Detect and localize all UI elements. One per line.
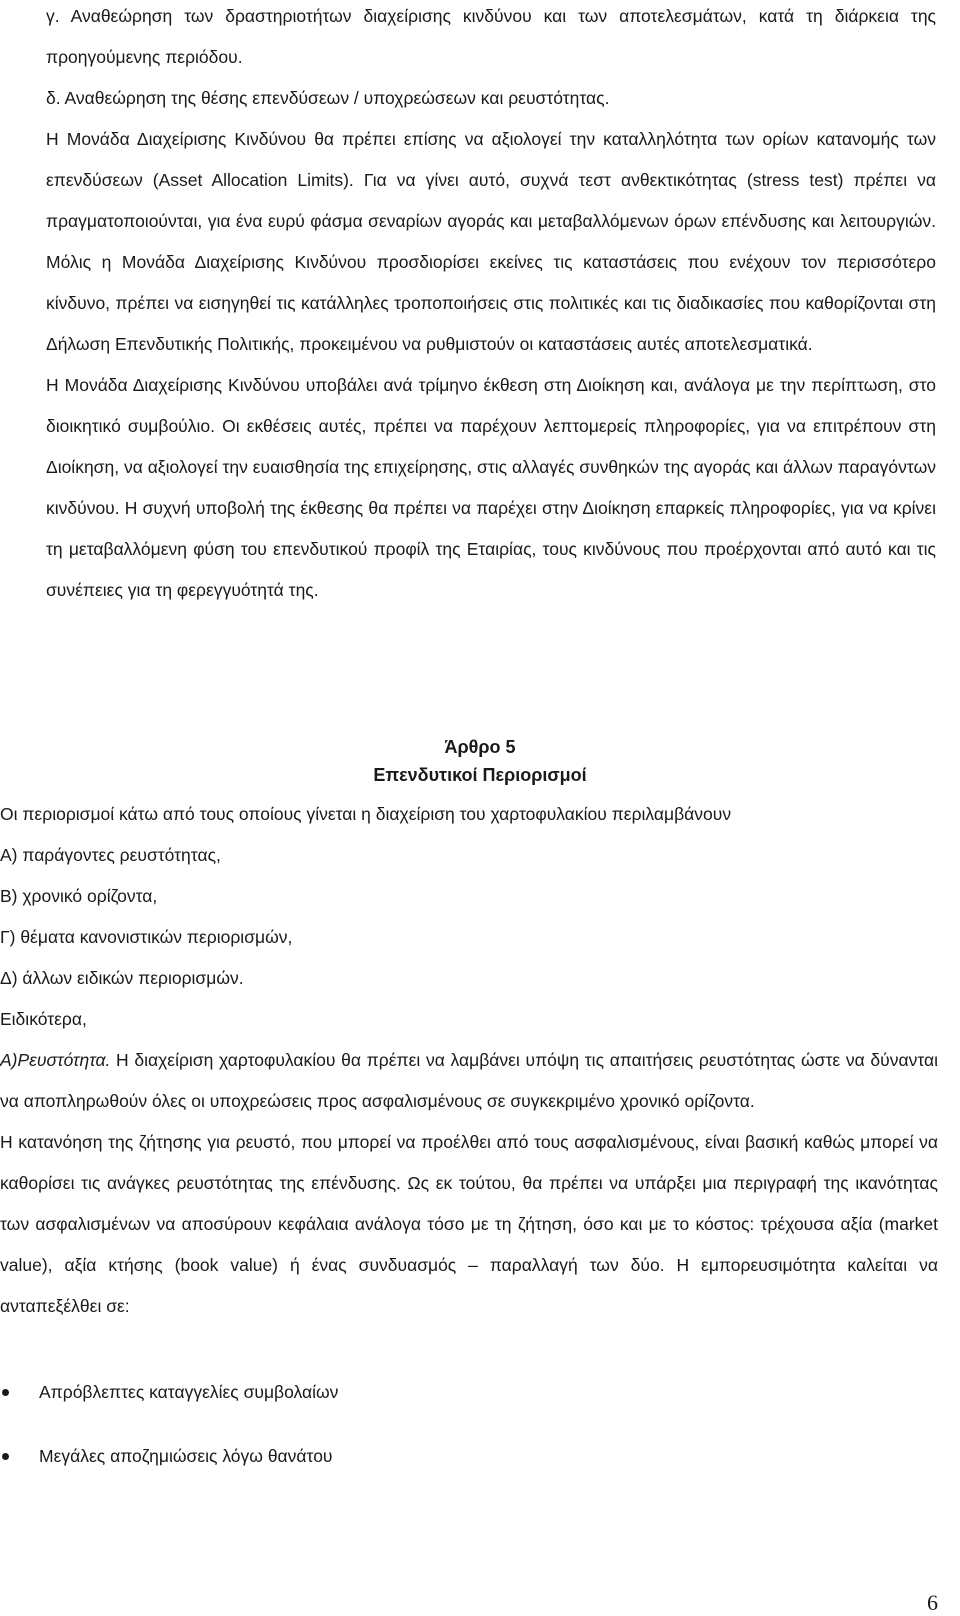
bullet-text: Μεγάλες αποζημιώσεις λόγω θανάτου bbox=[39, 1446, 333, 1466]
bullet-icon bbox=[2, 1389, 9, 1396]
bullet-text: Απρόβλεπτες καταγγελίες συμβολαίων bbox=[39, 1382, 339, 1402]
article-number: Άρθρο 5 bbox=[444, 737, 516, 757]
bullet-icon bbox=[2, 1453, 9, 1460]
liquidity-paragraph bbox=[0, 1040, 938, 1122]
restriction-item-d: Δ) άλλων ειδικών περιορισμών. bbox=[0, 968, 244, 988]
restriction-item-a: Α) παράγοντες ρευστότητας, bbox=[0, 845, 221, 865]
specifically-label: Ειδικότερα, bbox=[0, 1009, 87, 1029]
lower-section bbox=[0, 794, 938, 1327]
restriction-item-b: Β) χρονικό ορίζοντα, bbox=[0, 886, 158, 906]
bullet-item bbox=[0, 1372, 338, 1413]
liquidity-text: Η διαχείριση χαρτοφυλακίου θα πρέπει να λαμβάνει υπόψη τις απαιτήσεις ρευστότητας ώστε να δύνανται να αποπληρωθούν όλες οι υποχρεώσεις προς ασφαλισμένους σε συγκεκριμένο χρονικό ορίζοντα. bbox=[0, 1050, 938, 1111]
cash-demand-paragraph: Η κατανόηση της ζήτησης για ρευστό, που μπορεί να προέλθει από τους ασφαλισμένους, είναι βασική καθώς μπορεί να καθορίσει τις ανάγκες ρευστότητας της επένδυσης. Ως εκ τούτου, θα πρέπει να υπάρξει μια περιγραφή της ικανότητας των ασφαλισμένων να αποσύρουν κεφάλαια ανάλογα τόσο με τη ζήτηση, όσο και με το κόστος: τρέχουσα αξία (market value), αξία κτήσης (book value) ή ένας συνδυασμός – παραλλαγή των δύο. Η εμπορευσιμότητα καλείται να ανταπεξέλθει σε: bbox=[0, 1132, 938, 1316]
liquidity-label: Α)Ρευστότητα. bbox=[0, 1050, 111, 1070]
bullet-item bbox=[0, 1436, 333, 1477]
item-g-paragraph: γ. Αναθεώρηση των δραστηριοτήτων διαχείρισης κινδύνου και των αποτελεσμάτων, κατά τη διάρκεια της προηγούμενης περιόδου. bbox=[46, 6, 936, 67]
restriction-item-c: Γ) θέματα κανονιστικών περιορισμών, bbox=[0, 927, 293, 947]
article-title: Επενδυτικοί Περιορισμοί bbox=[373, 765, 587, 785]
upper-section bbox=[46, 0, 936, 611]
report-paragraph: Η Μονάδα Διαχείρισης Κινδύνου υποβάλει ανά τρίμηνο έκθεση στη Διοίκηση και, ανάλογα με την περίπτωση, στο διοικητικό συμβούλιο. Οι εκθέσεις αυτές, πρέπει να παρέχουν λεπτομερείς πληροφορίες, για να επιτρέπουν στη Διοίκηση, να αξιολογεί την ευαισθησία της επιχείρησης, στις αλλαγές συνθηκών της αγοράς και άλλων παραγόντων κινδύνου. Η συχνή υποβολή της έκθεσης θα πρέπει να παρέχει στην Διοίκηση επαρκείς πληροφορίες, για να κρίνει τη μεταβαλλόμενη φύση του επενδυτικού προφίλ της Εταιρίας, τους κινδύνους που προέρχονται από αυτό και τις συνέπειες για τη φερεγγυότητά της. bbox=[46, 375, 936, 600]
page-number: 6 bbox=[927, 1590, 938, 1615]
item-d-paragraph: δ. Αναθεώρηση της θέσης επενδύσεων / υποχρεώσεων και ρευστότητας. bbox=[46, 88, 610, 108]
restrictions-intro: Οι περιορισμοί κάτω από τους οποίους γίνεται η διαχείριση του χαρτοφυλακίου περιλαμβάνουν bbox=[0, 804, 732, 824]
risk-unit-paragraph: Η Μονάδα Διαχείρισης Κινδύνου θα πρέπει επίσης να αξιολογεί την καταλληλότητα των ορίων κατανομής των επενδύσεων (Asset Allocation Limits). Για να γίνει αυτό, συχνά τεστ ανθεκτικότητας (stress test) πρέπει να πραγματοποιούνται, για ένα ευρύ φάσμα σεναρίων αγοράς και μεταβαλλόμενων όρων επένδυσης και λειτουργιών. Μόλις η Μονάδα Διαχείρισης Κινδύνου προσδιορίσει εκείνες τις καταστάσεις που ενέχουν τον περισσότερο κίνδυνο, πρέπει να εισηγηθεί τις κατάλληλες τροποποιήσεις στις πολιτικές και τις διαδικασίες που καθορίζονται στη Δήλωση Επενδυτικής Πολιτικής, προκειμένου να ρυθμιστούν οι καταστάσεις αυτές αποτελεσματικά. bbox=[46, 129, 936, 354]
